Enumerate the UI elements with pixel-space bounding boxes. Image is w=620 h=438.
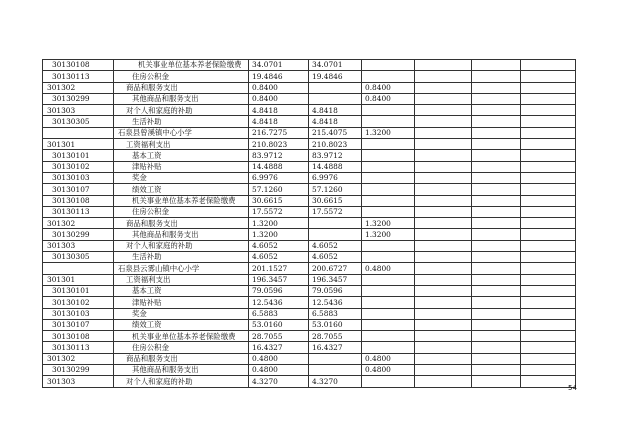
empty-cell <box>521 319 576 330</box>
item-name-cell: 石泉县曾溪镇中心小学 <box>114 127 249 138</box>
project-expenditure-cell: 1.3200 <box>362 218 415 229</box>
empty-cell <box>415 365 472 376</box>
table-row <box>43 331 576 342</box>
item-name-cell: 基本工资 <box>114 285 249 296</box>
table-row <box>43 285 576 296</box>
empty-cell <box>472 229 521 240</box>
project-expenditure-cell <box>362 297 415 308</box>
total-amount-cell: 201.1527 <box>249 263 309 274</box>
empty-cell <box>472 297 521 308</box>
empty-cell <box>521 229 576 240</box>
project-expenditure-cell <box>362 184 415 195</box>
table-row <box>43 93 576 104</box>
table-row <box>43 60 576 71</box>
project-expenditure-cell <box>362 319 415 330</box>
item-name-cell: 住房公积金 <box>114 71 249 82</box>
basic-expenditure-cell: 200.6727 <box>309 263 362 274</box>
account-code-cell: 301303 <box>43 105 114 116</box>
empty-cell <box>415 71 472 82</box>
empty-cell <box>521 116 576 127</box>
empty-cell <box>415 376 472 387</box>
project-expenditure-cell: 0.4800 <box>362 353 415 364</box>
basic-expenditure-cell: 17.5572 <box>309 206 362 217</box>
empty-cell <box>472 240 521 251</box>
account-code-cell: 30130102 <box>43 161 114 172</box>
account-code-cell: 30130113 <box>43 342 114 353</box>
account-code-cell: 301303 <box>43 240 114 251</box>
table-row <box>43 218 576 229</box>
empty-cell <box>415 105 472 116</box>
empty-cell <box>415 82 472 93</box>
project-expenditure-cell <box>362 308 415 319</box>
item-name-cell: 绩效工资 <box>114 184 249 195</box>
empty-cell <box>521 184 576 195</box>
basic-expenditure-cell: 28.7055 <box>309 331 362 342</box>
account-code-cell: 30130108 <box>43 331 114 342</box>
table-row <box>43 161 576 172</box>
empty-cell <box>521 353 576 364</box>
basic-expenditure-cell: 53.0160 <box>309 319 362 330</box>
project-expenditure-cell <box>362 150 415 161</box>
total-amount-cell: 4.6052 <box>249 252 309 263</box>
project-expenditure-cell <box>362 285 415 296</box>
total-amount-cell: 216.7275 <box>249 127 309 138</box>
empty-cell <box>472 285 521 296</box>
account-code-cell: 301302 <box>43 218 114 229</box>
account-code-cell: 301301 <box>43 274 114 285</box>
total-amount-cell: 53.0160 <box>249 319 309 330</box>
empty-cell <box>521 240 576 251</box>
item-name-cell: 对个人和家庭的补助 <box>114 240 249 251</box>
project-expenditure-cell <box>362 240 415 251</box>
item-name-cell: 商品和服务支出 <box>114 353 249 364</box>
total-amount-cell: 6.9976 <box>249 172 309 183</box>
empty-cell <box>415 252 472 263</box>
total-amount-cell: 6.5883 <box>249 308 309 319</box>
empty-cell <box>472 353 521 364</box>
empty-cell <box>472 172 521 183</box>
total-amount-cell: 79.0596 <box>249 285 309 296</box>
account-code-cell: 30130108 <box>43 195 114 206</box>
basic-expenditure-cell <box>309 218 362 229</box>
table-row <box>43 172 576 183</box>
empty-cell <box>472 252 521 263</box>
empty-cell <box>472 195 521 206</box>
empty-cell <box>521 172 576 183</box>
basic-expenditure-cell: 34.0701 <box>309 60 362 71</box>
empty-cell <box>472 105 521 116</box>
account-code-cell: 30130107 <box>43 184 114 195</box>
table-row <box>43 297 576 308</box>
total-amount-cell: 1.3200 <box>249 229 309 240</box>
item-name-cell: 津贴补贴 <box>114 161 249 172</box>
empty-cell <box>415 139 472 150</box>
table-row <box>43 342 576 353</box>
basic-expenditure-cell: 6.9976 <box>309 172 362 183</box>
project-expenditure-cell <box>362 116 415 127</box>
project-expenditure-cell <box>362 139 415 150</box>
empty-cell <box>521 365 576 376</box>
item-name-cell: 奖金 <box>114 308 249 319</box>
item-name-cell: 住房公积金 <box>114 206 249 217</box>
empty-cell <box>472 116 521 127</box>
empty-cell <box>521 297 576 308</box>
basic-expenditure-cell: 6.5883 <box>309 308 362 319</box>
table-row <box>43 376 576 387</box>
empty-cell <box>472 93 521 104</box>
total-amount-cell: 4.6052 <box>249 240 309 251</box>
empty-cell <box>521 331 576 342</box>
empty-cell <box>415 274 472 285</box>
empty-cell <box>472 365 521 376</box>
account-code-cell: 30130299 <box>43 229 114 240</box>
project-expenditure-cell <box>362 331 415 342</box>
project-expenditure-cell <box>362 274 415 285</box>
empty-cell <box>415 342 472 353</box>
basic-expenditure-cell: 19.4846 <box>309 71 362 82</box>
project-expenditure-cell <box>362 60 415 71</box>
project-expenditure-cell <box>362 105 415 116</box>
account-code-cell: 30130299 <box>43 365 114 376</box>
item-name-cell: 其他商品和服务支出 <box>114 365 249 376</box>
total-amount-cell: 4.3270 <box>249 376 309 387</box>
project-expenditure-cell <box>362 172 415 183</box>
empty-cell <box>415 172 472 183</box>
total-amount-cell: 0.8400 <box>249 93 309 104</box>
table-row <box>43 365 576 376</box>
empty-cell <box>415 184 472 195</box>
basic-expenditure-cell: 14.4888 <box>309 161 362 172</box>
project-expenditure-cell: 0.4800 <box>362 365 415 376</box>
item-name-cell: 其他商品和服务支出 <box>114 93 249 104</box>
account-code-cell: 30130101 <box>43 150 114 161</box>
account-code-cell: 30130101 <box>43 285 114 296</box>
empty-cell <box>415 150 472 161</box>
empty-cell <box>415 353 472 364</box>
empty-cell <box>521 252 576 263</box>
empty-cell <box>472 308 521 319</box>
empty-cell <box>415 297 472 308</box>
basic-expenditure-cell: 30.6615 <box>309 195 362 206</box>
table-row <box>43 105 576 116</box>
total-amount-cell: 196.3457 <box>249 274 309 285</box>
project-expenditure-cell: 0.8400 <box>362 82 415 93</box>
total-amount-cell: 0.8400 <box>249 82 309 93</box>
empty-cell <box>415 60 472 71</box>
table-row <box>43 229 576 240</box>
empty-cell <box>521 285 576 296</box>
account-code-cell: 30130113 <box>43 206 114 217</box>
item-name-cell: 生活补助 <box>114 116 249 127</box>
empty-cell <box>415 263 472 274</box>
page-number: 54 <box>568 384 577 392</box>
total-amount-cell: 30.6615 <box>249 195 309 206</box>
table-row <box>43 127 576 138</box>
basic-expenditure-cell <box>309 365 362 376</box>
empty-cell <box>415 161 472 172</box>
table-row <box>43 252 576 263</box>
total-amount-cell: 12.5436 <box>249 297 309 308</box>
empty-cell <box>415 319 472 330</box>
account-code-cell: 301302 <box>43 353 114 364</box>
table-row <box>43 71 576 82</box>
empty-cell <box>472 342 521 353</box>
table-row <box>43 150 576 161</box>
empty-cell <box>472 139 521 150</box>
basic-expenditure-cell: 16.4327 <box>309 342 362 353</box>
item-name-cell: 工资福利支出 <box>114 274 249 285</box>
table-row <box>43 82 576 93</box>
empty-cell <box>521 308 576 319</box>
account-code-cell: 30130305 <box>43 116 114 127</box>
empty-cell <box>521 206 576 217</box>
empty-cell <box>415 116 472 127</box>
basic-expenditure-cell: 215.4075 <box>309 127 362 138</box>
empty-cell <box>521 105 576 116</box>
account-code-cell <box>43 127 114 138</box>
empty-cell <box>472 150 521 161</box>
item-name-cell: 工资福利支出 <box>114 139 249 150</box>
basic-expenditure-cell <box>309 93 362 104</box>
empty-cell <box>415 229 472 240</box>
basic-expenditure-cell: 57.1260 <box>309 184 362 195</box>
empty-cell <box>472 184 521 195</box>
basic-expenditure-cell: 79.0596 <box>309 285 362 296</box>
basic-expenditure-cell: 12.5436 <box>309 297 362 308</box>
empty-cell <box>472 60 521 71</box>
account-code-cell: 301302 <box>43 82 114 93</box>
table-row <box>43 240 576 251</box>
item-name-cell: 对个人和家庭的补助 <box>114 376 249 387</box>
table-row <box>43 319 576 330</box>
table-row <box>43 263 576 274</box>
table-row <box>43 206 576 217</box>
total-amount-cell: 83.9712 <box>249 150 309 161</box>
account-code-cell: 30130299 <box>43 93 114 104</box>
item-name-cell: 基本工资 <box>114 150 249 161</box>
empty-cell <box>472 127 521 138</box>
table-row <box>43 116 576 127</box>
basic-expenditure-cell <box>309 82 362 93</box>
item-name-cell: 津贴补贴 <box>114 297 249 308</box>
empty-cell <box>472 161 521 172</box>
empty-cell <box>415 285 472 296</box>
total-amount-cell: 4.8418 <box>249 105 309 116</box>
account-code-cell: 30130305 <box>43 252 114 263</box>
account-code-cell: 30130103 <box>43 308 114 319</box>
empty-cell <box>415 206 472 217</box>
total-amount-cell: 19.4846 <box>249 71 309 82</box>
project-expenditure-cell <box>362 161 415 172</box>
account-code-cell: 301301 <box>43 139 114 150</box>
account-code-cell: 30130103 <box>43 172 114 183</box>
basic-expenditure-cell: 4.6052 <box>309 240 362 251</box>
total-amount-cell: 17.5572 <box>249 206 309 217</box>
account-code-cell: 301303 <box>43 376 114 387</box>
total-amount-cell: 14.4888 <box>249 161 309 172</box>
basic-expenditure-cell: 4.3270 <box>309 376 362 387</box>
empty-cell <box>521 127 576 138</box>
table-row <box>43 353 576 364</box>
total-amount-cell: 34.0701 <box>249 60 309 71</box>
table-row <box>43 195 576 206</box>
empty-cell <box>521 218 576 229</box>
budget-table <box>42 59 576 388</box>
project-expenditure-cell <box>362 195 415 206</box>
table-row <box>43 139 576 150</box>
account-code-cell: 30130108 <box>43 60 114 71</box>
account-code-cell: 30130107 <box>43 319 114 330</box>
item-name-cell: 生活补助 <box>114 252 249 263</box>
empty-cell <box>415 127 472 138</box>
empty-cell <box>521 82 576 93</box>
empty-cell <box>521 274 576 285</box>
empty-cell <box>521 161 576 172</box>
total-amount-cell: 1.3200 <box>249 218 309 229</box>
item-name-cell: 住房公积金 <box>114 342 249 353</box>
item-name-cell: 商品和服务支出 <box>114 218 249 229</box>
basic-expenditure-cell: 210.8023 <box>309 139 362 150</box>
empty-cell <box>415 240 472 251</box>
empty-cell <box>415 331 472 342</box>
empty-cell <box>521 263 576 274</box>
project-expenditure-cell <box>362 252 415 263</box>
item-name-cell: 石泉县云雾山镇中心小学 <box>114 263 249 274</box>
table-row <box>43 308 576 319</box>
empty-cell <box>472 82 521 93</box>
project-expenditure-cell: 1.3200 <box>362 127 415 138</box>
item-name-cell: 其他商品和服务支出 <box>114 229 249 240</box>
basic-expenditure-cell: 196.3457 <box>309 274 362 285</box>
empty-cell <box>472 71 521 82</box>
project-expenditure-cell <box>362 71 415 82</box>
project-expenditure-cell: 1.3200 <box>362 229 415 240</box>
item-name-cell: 机关事业单位基本养老保险缴费 <box>114 60 249 71</box>
total-amount-cell: 28.7055 <box>249 331 309 342</box>
total-amount-cell: 57.1260 <box>249 184 309 195</box>
item-name-cell: 机关事业单位基本养老保险缴费 <box>114 331 249 342</box>
empty-cell <box>521 139 576 150</box>
total-amount-cell: 4.8418 <box>249 116 309 127</box>
empty-cell <box>415 308 472 319</box>
empty-cell <box>521 150 576 161</box>
total-amount-cell: 210.8023 <box>249 139 309 150</box>
empty-cell <box>472 263 521 274</box>
empty-cell <box>521 342 576 353</box>
empty-cell <box>472 331 521 342</box>
project-expenditure-cell <box>362 206 415 217</box>
item-name-cell: 奖金 <box>114 172 249 183</box>
basic-expenditure-cell <box>309 353 362 364</box>
empty-cell <box>521 60 576 71</box>
total-amount-cell: 0.4800 <box>249 365 309 376</box>
account-code-cell: 30130102 <box>43 297 114 308</box>
empty-cell <box>472 274 521 285</box>
project-expenditure-cell: 0.4800 <box>362 263 415 274</box>
total-amount-cell: 16.4327 <box>249 342 309 353</box>
empty-cell <box>472 376 521 387</box>
basic-expenditure-cell: 4.6052 <box>309 252 362 263</box>
item-name-cell: 机关事业单位基本养老保险缴费 <box>114 195 249 206</box>
item-name-cell: 绩效工资 <box>114 319 249 330</box>
basic-expenditure-cell: 4.8418 <box>309 105 362 116</box>
project-expenditure-cell <box>362 376 415 387</box>
empty-cell <box>472 218 521 229</box>
account-code-cell <box>43 263 114 274</box>
item-name-cell: 商品和服务支出 <box>114 82 249 93</box>
basic-expenditure-cell <box>309 229 362 240</box>
item-name-cell: 对个人和家庭的补助 <box>114 105 249 116</box>
project-expenditure-cell: 0.8400 <box>362 93 415 104</box>
table-row <box>43 184 576 195</box>
account-code-cell: 30130113 <box>43 71 114 82</box>
empty-cell <box>472 319 521 330</box>
table-row <box>43 274 576 285</box>
basic-expenditure-cell: 83.9712 <box>309 150 362 161</box>
empty-cell <box>415 218 472 229</box>
empty-cell <box>415 93 472 104</box>
project-expenditure-cell <box>362 342 415 353</box>
empty-cell <box>521 71 576 82</box>
total-amount-cell: 0.4800 <box>249 353 309 364</box>
empty-cell <box>472 206 521 217</box>
empty-cell <box>415 195 472 206</box>
empty-cell <box>521 93 576 104</box>
empty-cell <box>521 195 576 206</box>
basic-expenditure-cell: 4.8418 <box>309 116 362 127</box>
